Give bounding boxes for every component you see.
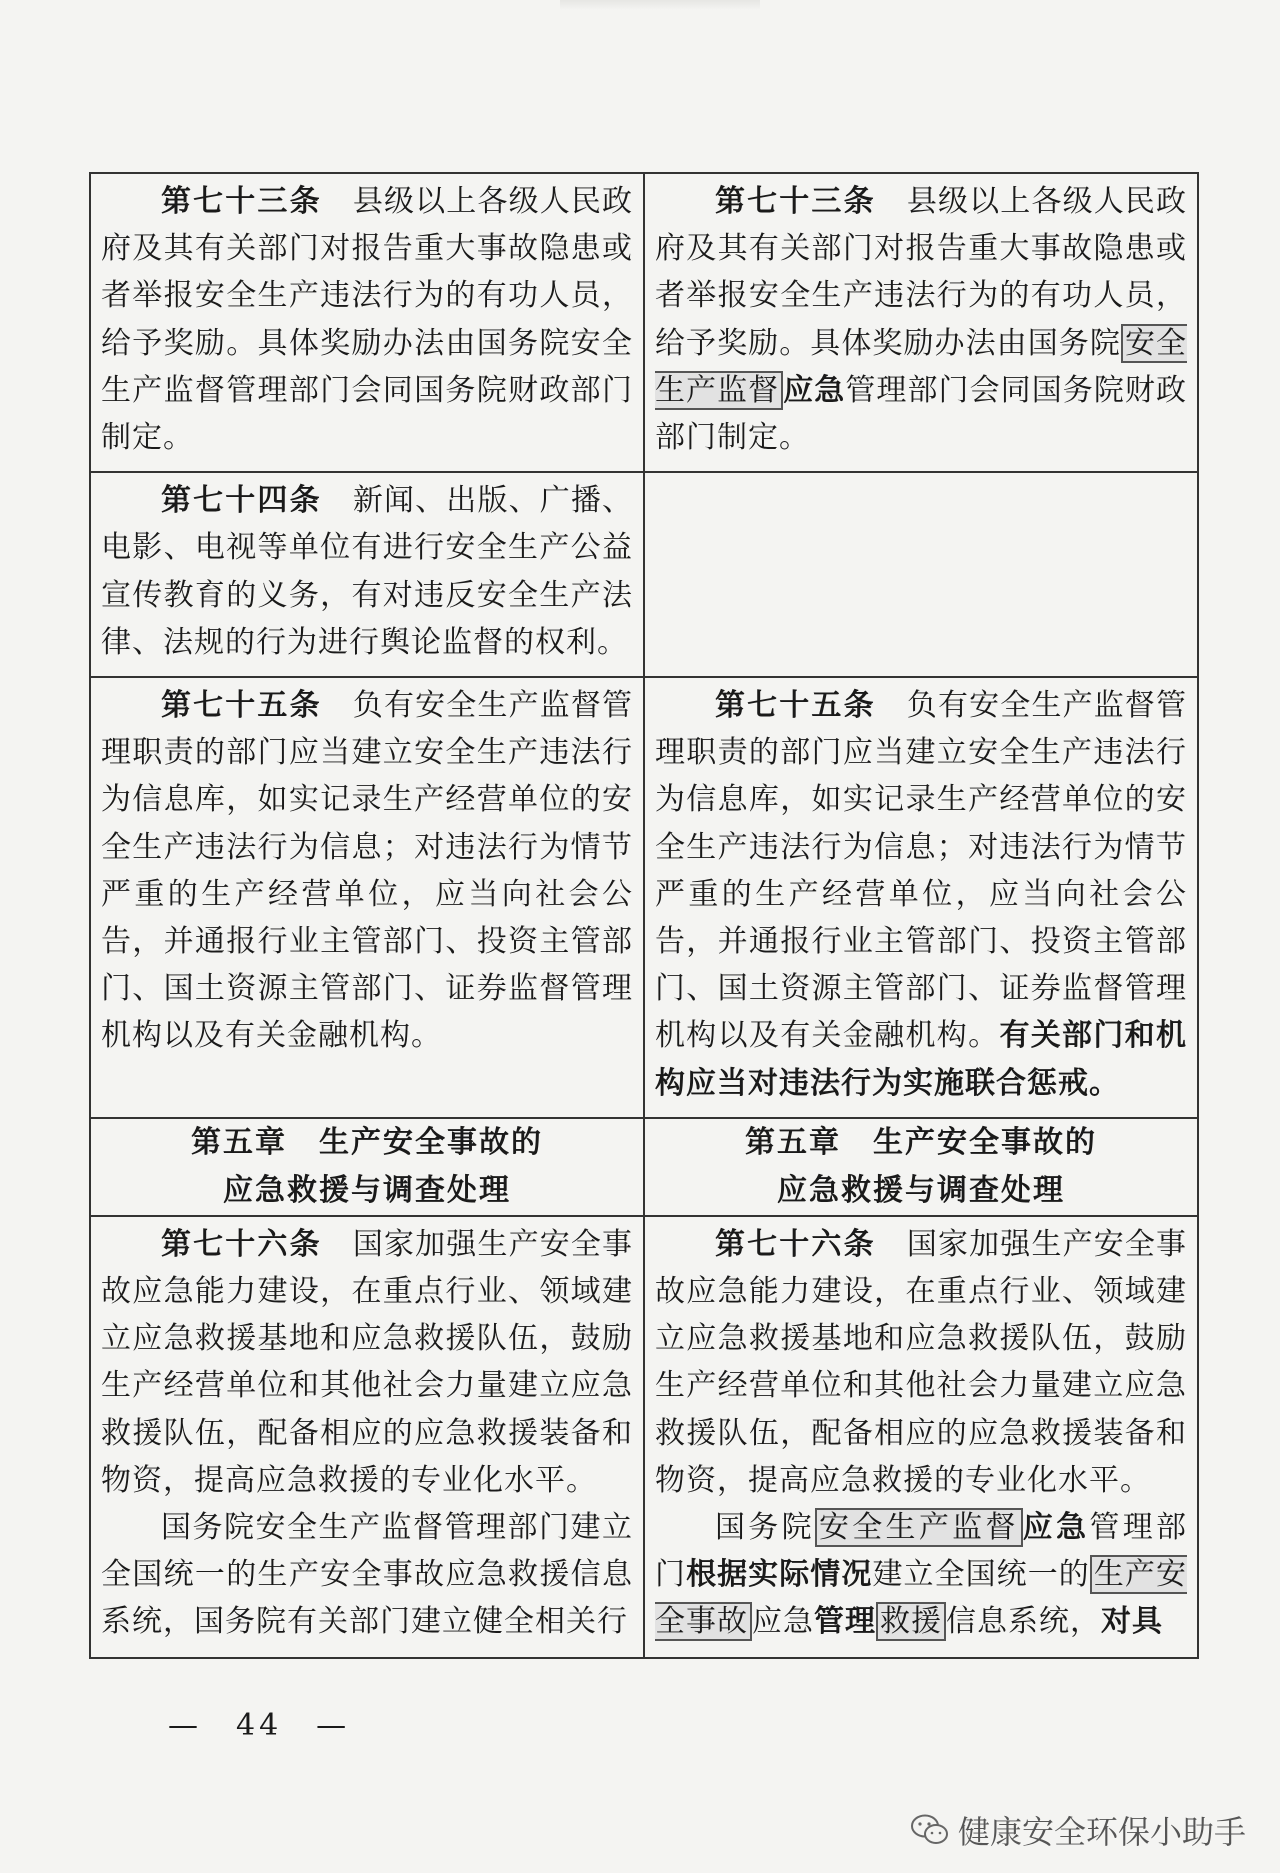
article-text: 建立全国统一的	[872, 1557, 1090, 1593]
article-text: 国家加强生产安全事故应急能力建设，在重点行业、领域建立应急救援基地和应急救援队伍，鼓励生产经营单位和其他社会力量建立应急救援队伍，配备相应的应急救援装备和物资，提高应急救援的专业化水平。	[655, 1226, 1188, 1498]
added-text: 根据实际情况	[686, 1557, 873, 1593]
article-text: 县级以上各级人民政府及其有关部门对报告重大事故隐患或者举报安全生产违法行为的有功人员，给予奖励。具体奖励办法由国务院安全生产监督管理部门会同国务院财政部门制定。	[101, 184, 634, 456]
article-number: 第七十五条	[161, 688, 322, 724]
page-number: — 44 —	[168, 1708, 351, 1743]
article-text: 国务院安全生产监督管理部门建立全国统一的生产安全事故应急救援信息系统，国务院有关部门建立健全相关行	[101, 1510, 633, 1640]
chapter-cell-left	[90, 1118, 644, 1216]
left-cell	[90, 173, 644, 472]
added-text: 管理	[814, 1604, 876, 1640]
article-number: 第七十五条	[715, 688, 876, 724]
deleted-text: 安全生产监督	[815, 1508, 1023, 1547]
right-cell	[644, 1216, 1198, 1658]
article-text: 应急	[752, 1604, 814, 1640]
article-text: 管理部门会同国务院财政部门制定。	[655, 372, 1187, 456]
chapter-title-line2: 应急救援与调查处理	[223, 1172, 511, 1208]
chapter-title-line2: 应急救援与调查处理	[777, 1172, 1065, 1208]
page-edge-shadow	[560, 0, 760, 10]
watermark-text: 健康安全环保小助手	[958, 1813, 1247, 1851]
article-text: 新闻、出版、广播、电影、电视等单位有进行安全生产公益宣传教育的义务，有对违反安全生产法律、法规的行为进行舆论监督的权利。	[101, 483, 634, 660]
added-text: 有关部门和机构应当对违法行为实施联合惩戒。	[655, 1018, 1187, 1101]
article-number: 第七十三条	[715, 184, 876, 219]
article-text: 负有安全生产监督管理职责的部门应当建立安全生产违法行为信息库，如实记录生产经营单位的安全生产违法行为信息；对违法行为情节严重的生产经营单位，应当向社会公告，并通报行业主管部门、投资主管部门、国土资源主管部门、证券监督管理机构以及有关金融机构。	[655, 688, 1188, 1054]
right-cell-empty	[644, 472, 1198, 677]
chapter-title-line1: 第五章 生产安全事故的	[745, 1124, 1097, 1160]
left-cell	[90, 1216, 644, 1658]
added-text: 应急	[783, 372, 846, 408]
article-text: 国家加强生产安全事故应急能力建设，在重点行业、领域建立应急救援基地和应急救援队伍，鼓励生产经营单位和其他社会力量建立应急救援队伍，配备相应的应急救援装备和物资，提高应急救援的专业化水平。	[101, 1226, 634, 1498]
added-text: 对具	[1101, 1604, 1163, 1640]
article-number: 第七十六条	[715, 1226, 876, 1262]
wechat-icon	[910, 1813, 950, 1847]
deleted-text: 生产安全事故	[655, 1557, 1187, 1640]
article-number: 第七十三条	[161, 184, 322, 219]
chapter-cell-right	[644, 1118, 1198, 1216]
article-text: 管理部门	[655, 1510, 1188, 1593]
watermark	[910, 1807, 1246, 1853]
comparison-table	[89, 172, 1199, 1659]
article-text: 信息系统，	[946, 1604, 1101, 1640]
article-number: 第七十四条	[161, 483, 322, 519]
deleted-text: 安全生产监督	[655, 325, 1187, 408]
right-cell	[644, 677, 1198, 1118]
chapter-title-line1: 第五章 生产安全事故的	[191, 1124, 543, 1160]
table-row	[90, 1216, 1198, 1658]
left-cell	[90, 677, 644, 1118]
article-number: 第七十六条	[161, 1226, 322, 1262]
article-text: 县级以上各级人民政府及其有关部门对报告重大事故隐患或者举报安全生产违法行为的有功人员，给予奖励。具体奖励办法由国务院	[655, 184, 1188, 361]
table-row	[90, 677, 1198, 1118]
added-text: 应急	[1022, 1510, 1090, 1546]
table-row	[90, 173, 1198, 472]
table-row	[90, 1118, 1198, 1216]
article-text: 负有安全生产监督管理职责的部门应当建立安全生产违法行为信息库，如实记录生产经营单位的安全生产违法行为信息；对违法行为情节严重的生产经营单位，应当向社会公告，并通报行业主管部门、投资主管部门、国土资源主管部门、证券监督管理机构以及有关金融机构。	[101, 688, 634, 1054]
left-cell	[90, 472, 644, 677]
table-row	[90, 472, 1198, 677]
right-cell	[644, 173, 1198, 472]
deleted-text: 救援	[876, 1602, 946, 1641]
article-text: 国务院	[715, 1510, 815, 1546]
